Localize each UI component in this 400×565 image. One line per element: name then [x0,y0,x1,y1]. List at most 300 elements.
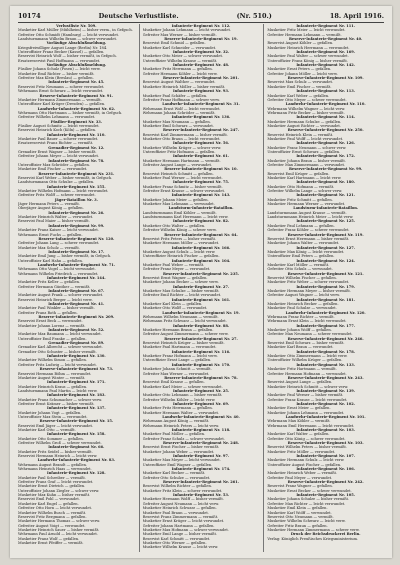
list-entry: Gefreiter Hermann Köhler — leicht verw. [142,71,218,76]
list-entry: Musketier Karl Otto — vermißt. [18,427,76,432]
list-entry: Wehrmann Ernst Klein — leicht verwundet. [267,319,347,324]
list-entry: Grenadier Otto Schuster — bisher vermißt. [18,349,97,354]
list-entry: Musketier Paul Walter — schwer verwundet. [267,54,349,59]
list-entry: Reservist Emil Schmid — gefallen. [142,41,206,46]
section-heading: Infanterie-Regiment Nr. 103. [296,427,355,432]
list-entry: Wehrmann August König — vermißt. [142,419,210,424]
section-heading: Infanterie-Regiment Nr. 110. [47,132,106,137]
list-entry: Reservist August Köhler — gefallen. [267,41,334,46]
section-heading: Infanterie-Regiment Nr. 97. [172,454,230,459]
section-heading: Infanterie-Regiment Nr. 155. [47,184,106,189]
list-entry: Musketier Max Meyer — leicht verwundet. [142,458,221,463]
section-heading: Infanterie-Regiment Nr. 67. [48,288,105,293]
list-entry: Musketier Hermann Thomas — schwer verw. [18,519,101,524]
list-entry: Gefreiter Emil Richter — leicht verwundet. [142,293,222,298]
list-entry: Wehrmann Max Köhler — vermißt. [267,419,331,424]
list-entry: Musketier Otto Braun — leicht verwundet. [142,136,221,141]
list-entry: Musketier Max Lehmann — verwundet. [142,202,215,207]
list-entry: Gefreiter Otto Schmidt (Hamburg) — leicht verwundet. [18,32,120,37]
list-entry: Wehrmann Emil Herrmann — leicht verwundet. [267,423,355,428]
list-entry: Musketier Hermann Zimmermann — schwer verw. [267,527,360,532]
column-left [18,24,135,552]
list-entry: Gefreiter Ernst Krause — schwer verwundet. [142,189,226,194]
list-entry: Reservist Ernst Fischer — bisher vermißt. [142,445,220,450]
section-heading: Infanterie-Regiment Nr. 78. [48,158,105,163]
issue-date: 18. April 1916. [329,12,384,20]
list-entry: Gefreiter Franz Köhler — schwer verwundet. [267,228,350,233]
list-entry: Musketier Karl Meier — schwer verwundet. [142,384,223,389]
list-entry: Wehrmann Heinrich Peters — leicht verw. [142,423,220,428]
list-entry: Reservist Heinrich Berger — leicht verw. [18,297,93,302]
section-heading: Landwehr-Infanterie-Regiment Nr. 31. [162,102,240,107]
list-entry: Grenadier Ernst Wagner — bisher vermißt. [18,149,97,154]
list-entry: Musketier Heinrich Schwarz — gefallen. [142,506,217,511]
list-entry: Musketier Emil Schwarz — verwundet. [142,123,214,128]
list-entry: Unteroffizier Franz König — bisher vermißt. [267,58,348,63]
list-entry: Musketier Wilhelm Hofmann — leicht verwundet. [18,189,109,194]
section-heading: Infanterie-Regiment Nr. 25. [172,388,230,393]
section-heading: Reserve-Infanterie-Regiment Nr. 242. [287,480,364,485]
section-heading: Infanterie-Regiment Nr. 178. [296,349,355,354]
list-entry: Musketier Paul Möller — gefallen. [142,432,206,437]
list-entry: Musketier Franz Wolf — gefallen. [18,536,80,541]
section-heading: Grenadier-Regiment Nr. 89. [48,341,105,346]
list-entry: Musketier Franz Kaiser — leicht verwundet. [18,228,99,233]
section-heading: Infanterie-Regiment Nr. 66. [48,445,105,450]
page-number: 10174 [18,12,41,20]
list-entry: Musketier Otto Lehmann — bisher vermißt. [142,393,223,398]
list-entry: Reservist Ernst Beck — verwundet. [18,319,83,324]
list-entry: Musketier August Richter — verwundet. [267,123,341,128]
list-entry: Reservist Franz Zimmermann — vermißt. [142,514,219,519]
list-entry: Wehrmann Wilhelm Neumann — vermißt. [142,315,219,320]
list-entry: Wehrmann Franz Richter — vermißt. [267,315,335,320]
section-heading: Landwehr-Infanterie-Regiment Nr. 19. [162,310,240,315]
list-entry: Gefreiter Otto König — schwer verwundet. [267,436,346,441]
list-entry: Musketier Paul Hartmann — verwundet. [142,345,217,350]
list-entry: Gefreiter Otto Schulz — verwundet. [267,267,333,272]
list-entry: Reservist Franz Wagner — gefallen. [267,484,333,489]
list-entry: Gefreiter Max Neumann — schwer verwundet. [267,332,353,337]
section-heading: Reserve-Infanterie-Regiment Nr. 120. [38,236,115,241]
list-entry: Reservist Emil Krüger — gefallen. [267,171,330,176]
section-heading: Verlustliste Nr. 509. [56,24,97,28]
section-heading: Reserve-Infanterie-Regiment Nr. 103. [287,441,364,445]
list-entry: Reservist Karl Weber — bisher vermißt, in Gefgsch. [18,176,113,181]
list-entry: Gefreiter Paul Meyer — verwundet. [267,475,333,480]
list-entry: Gefreiter Hermann Günther — vermißt. [18,284,91,289]
list-entry: Unteroffizier August Fischer — gefallen. [267,462,342,467]
list-entry: Unteroffizier Max Stein — verwundet. [18,414,88,419]
list-entry: Reservist Wilhelm Peters — bisher vermißt. [267,445,347,450]
list-entry: Wehrmann Wilhelm Wagner — leicht verw. [267,106,346,111]
list-entry: Reservist Fritz Neumann — schwer verwundet. [18,84,105,89]
list-entry: Wehrmann Wilhelm Friedrich — verwundet. [18,271,99,276]
list-entry: Musketier Heinrich Herrmann — verwundet. [267,45,350,50]
list-entry: Musketier Karl Klein — gefallen. [142,302,203,306]
list-entry: Musketier Heinrich Weber — vermißt. [267,471,338,476]
list-entry: Wehrmann Paul Arnold — leicht verwundet. [18,532,98,537]
list-entry: Reservist Hermann Heinrich — leicht verw. [18,454,98,459]
list-entry: Musketier Karl Walter — gefallen. [267,432,330,437]
list-entry: Musketier Ernst Dietrich — gefallen. [18,484,86,489]
list-entry: Musketier Hermann Zimmermann — vermißt. [18,97,102,102]
section-heading: Infanterie-Regiment Nr. 177. [296,323,355,328]
list-entry: Gefreiter Wilhelm Groß — schwer verwundet. [18,441,102,445]
list-entry: Gefreiter Johann Lang — schwer verwundet. [18,241,100,246]
list-entry: Gefreiter August Lange — verwundet. [142,163,213,167]
section-heading: Infanterie-Regiment Nr. 137. [47,406,106,411]
list-entry: Wehrmann Ernst Fuchs — gefallen. [18,232,83,237]
list-entry: Landsturmmann August Krause — vermißt. [267,210,347,215]
list-entry: Musketier Wilhelm Krüger — schwer verw. [142,145,222,150]
list-entry: Musketier Otto Meier — schwer verwundet. [142,54,224,59]
list-entry: Musketier Paul Bauer — schwer verwundet. [18,136,99,141]
list-entry: Unteroffizier Karl Hahn — gefallen. [18,258,83,263]
section-heading: Reserve-Infanterie-Regiment Nr. 201. [163,76,239,81]
list-entry: Jäger Hermann Peters — vermißt. [18,202,80,207]
list-entry: Unteroffizier Johann Ziegler — schwer verw. [18,488,100,493]
list-entry: Landsturmmann Wilhelm Braun — schwer verwundet. [18,37,118,42]
list-entry: Unteroffizier Wilhelm Krause — vermißt. [142,58,218,63]
list-entry: Gefreiter Max Klein (Breslau) — gefallen. [18,76,94,81]
list-entry: Musketier Karl Hartmann — leicht verw. [267,176,342,181]
list-entry: Musketier Emil Lange — bisher vermißt. [142,532,218,537]
list-entry: Reservist Paul Maier — bisher vermißt. [18,219,90,224]
list-entry: Musketier Johann Lehmann — leicht verwundet. [142,28,232,33]
list-entry: Landsturmmann Paul Martin — leicht verw. [18,388,98,393]
section-heading: Infanterie-Regiment Nr. 111. [296,24,355,28]
section-heading: Infanterie-Regiment Nr. 104. [171,258,231,263]
list-entry: Musketier Paul Lehmann — gefallen. [267,223,335,228]
list-entry: Wehrmann Fritz Schwarz — leicht verwundet. [142,319,227,324]
list-entry: Reservist Heinrich Klein — vermißt. [267,132,334,137]
list-entry: Reservist Heinrich Wolf — bisher vermißt, in Gefgsch. [18,54,117,59]
list-entry: Musketier Otto Hofmann — vermißt. [267,184,335,189]
list-entry: Musketier Franz Schmitz — bisher vermißt. [142,184,223,189]
list-entry: Musketier August Winter — vermißt. [18,375,86,380]
list-entry: Musketier Johann Vogt — gefallen. [18,410,82,415]
list-entry: Reservist Wilhelm Fischer — gefallen. [267,275,337,280]
section-heading: Infanterie-Regiment Nr. 32. [172,50,230,55]
list-entry: Landsturmmann Otto Schulze — gefallen. [18,180,95,185]
list-entry: Reservist Heinrich Koch (Köln) — gefallen. [18,128,97,133]
list-entry: Musketier Ernst Pfeiffer — vermißt. [18,540,84,545]
section-heading: Reserve-Infanterie-Regiment Nr. 109. [287,76,364,81]
section-heading: Infanterie-Regiment Nr. 161. [171,297,231,302]
page-header [18,10,384,23]
section-heading: Infanterie-Regiment Nr. 41. [48,302,105,306]
list-entry: Wehrmann Otto Vogel — leicht verwundet. [18,267,96,272]
list-entry: Musketier Paul Winkler — bisher vermißt. [18,306,95,311]
section-heading: Reserve-Infanterie-Regiment Nr. 15. [39,419,114,424]
list-entry: Musketier August Frank — schwer verwundet. [18,293,104,298]
section-heading: Infanterie-Regiment Nr. 166. [171,245,231,250]
list-entry: Gefreiter Fritz Wolff — schwer verwundet. [18,193,96,198]
list-entry: Gefreiter Franz Schulz — schwer verwundet. [142,436,225,441]
list-entry: Unteroffizier Fritz Hofmann — gefallen. [142,149,216,154]
list-entry: Unteroffizier Emil Franke — gefallen. [18,336,87,341]
list-entry: Gefreiter August Wagner — leicht verw. [267,293,340,298]
list-entry: Reservist Wilhelm Richter — gefallen. [142,484,213,489]
list-entry: Musketier Johann Lorenz — vermißt. [18,323,86,328]
section-heading: Infanterie-Regiment Nr. 169. [296,50,355,55]
list-entry: Grenadier Karl Albrecht — schwer verwundet. [18,345,103,350]
list-entry: Gefreiter August Zimmermann — schwer verw. [142,332,229,337]
list-entry: Musketier Fritz Weber — schwer verwundet. [267,280,350,285]
section-heading: Reserve-Infanterie-Regiment Nr. 64. [164,232,238,237]
page-title: Deutsche Verlustliste. [98,12,179,20]
list-entry: Musketier Fritz Meier — leicht verwundet. [267,28,346,33]
section-heading: Infanterie-Regiment Nr. 139. [296,388,355,393]
section-heading: Reserve-Infanterie-Regiment Nr. 250. [287,128,364,133]
list-entry: Musketier Heinrich Becker — gefallen. [267,302,339,306]
list-entry: Musketier Paul Weber — vermißt. [142,262,205,267]
list-entry: Musketier Paul Werner — leicht verwundet. [142,176,223,181]
section-heading: Landwehr-Infanterie-Regiment Nr. 83. [37,458,116,463]
list-entry: Wehrmann Otto Hartmann — bisher vermißt, in Gefgsch. [18,110,123,115]
list-entry: Musketier Hermann Möller — verwundet. [142,241,220,246]
section-heading: Reserve-Infanterie-Regiment Nr. 91. [39,93,114,98]
list-entry: Unteroffizier Max Schröder — gefallen. [18,163,90,167]
list-entry: Musketier Franz Schumacher — schwer verw. [18,397,103,402]
list-entry: Reservist Fritz Bergmann — gefallen. [18,514,87,519]
section-heading: Infanterie-Regiment Nr. 82. [172,219,230,224]
section-heading: Infanterie-Regiment Nr. 61. [172,154,230,159]
section-heading: Landwehr-Infanterie-Regiment Nr. 110. [285,102,366,107]
list-entry: Musketier Johann Lehmann — verwundet. [267,410,345,415]
list-entry: Musketier Max Hofmann — schwer verwundet. [142,527,229,532]
list-entry: Gefreiter August Neumann — leicht verw. [142,501,220,506]
section-heading: Landwehr-Infanterie-Regiment Nr. 40. [162,414,240,419]
list-entry: Musketier Otto Werner — gefallen. [142,540,207,545]
list-entry: Wehrmann Ernst Schwarz — leicht verwundet. [18,89,104,94]
list-entry: Gefreiter Otto Horn — leicht verwundet. [18,506,93,511]
list-entry: Musketier Paul Schreiber — vermißt. [18,475,86,480]
issue-number: (Nr. 510.) [236,12,272,20]
list-entry: Reservist Emil Jäger — leicht verwundet. [18,423,94,428]
list-entry: Gefreiter Max Zimmermann — verwundet. [267,163,346,167]
section-heading: Reserve-Infanterie-Regiment Nr. 247. [163,128,239,133]
section-heading: Landwehr-Infanterie-Regiment Nr. 120. [285,310,366,315]
section-heading: Infanterie-Regiment Nr. 75. [172,180,230,185]
section-heading: Infanterie-Regiment Nr. 174. [171,467,231,472]
list-entry: Reservist Emil Pohl — verwundet. [18,497,80,502]
list-entry: Unteroffizier Emil Peters — gefallen. [267,254,335,259]
section-heading: Reserve-Infanterie-Regiment Nr. 209. [38,315,115,320]
list-entry: Musketier Max Schulze — bisher vermißt. [142,288,220,293]
list-entry: Musketier Franz Neumann — schwer verw. [267,145,347,150]
list-entry: Musketier Otto Wolff — verwundet. [142,306,208,311]
list-entry: Gefreiter Ernst Krämer — bisher vermißt. [18,401,95,406]
list-entry: Gefreiter Johann Meyer — leicht verwundet. [18,154,100,159]
section-heading: Infanterie-Regiment Nr. 118. [171,427,231,432]
list-entry: Musketier Hermann Hartmann — vermißt. [142,158,221,163]
section-heading: Reserve-Infanterie-Regiment Nr. 243. [287,375,364,380]
list-entry: Wehrmann Ernst Wolf — leicht verwundet. [142,106,221,111]
section-heading: Infanterie-Regiment Nr. 48. [172,63,230,68]
list-entry: Wehrmann August Brandt — gefallen. [18,462,88,467]
section-heading: Infanterie-Regiment Nr. 26. [48,210,105,215]
section-heading: Reserve-Infanterie-Regiment Nr. 73. [39,367,114,372]
section-heading: Infanterie-Regiment Nr. 88. [172,323,230,328]
section-heading: Infanterie-Regiment Nr. 27. [172,284,230,289]
section-heading: Infanterie-Regiment Nr. 133. [296,362,355,367]
list-entry: Unteroffizier Emil Wagner — gefallen. [142,462,213,467]
section-heading: Infanterie-Regiment Nr. 127. [296,245,355,250]
section-heading: Infanterie-Regiment Nr. 181. [296,297,355,302]
list-entry: Musketier Fritz Klein — schwer verwundet. [142,488,223,493]
list-entry: Reservist Karl Schmitt — verwundet. [142,536,211,541]
section-heading: Infanterie-Regiment Nr. 130. [47,354,106,359]
list-entry: Musketier Paul Schulze — verwundet. [267,306,337,311]
list-entry: Reservist Ernst Herrmann — bisher vermißt. [267,236,350,241]
list-entry: Musketier Heinrich Schmitt — schwer verw. [267,384,349,389]
section-heading: Infanterie-Regiment Nr. 93. [172,89,230,94]
list-entry: Musketier Heinrich Kraus — gefallen. [18,384,88,389]
list-entry: Gefreiter Otto Meyer — schwer verwundet. [267,97,347,102]
section-heading: Reserve-Infanterie-Regiment Nr. 78. [164,375,238,380]
section-heading: Infanterie-Regiment Nr. 107. [296,454,355,459]
list-entry: Musketier Fritz Möller — verwundet. [267,449,336,454]
list-entry: Gefreiter Johann Möller — leicht verw. [267,71,338,76]
list-entry: Musketier Johann Meier — gefallen. [142,197,209,202]
list-entry: Reservist August Lange — gefallen. [267,380,333,385]
list-entry: Landsturmmann Emil Köhler — vermißt. [142,210,217,215]
section-heading: Landsturm-Infanterie-Bataillon. [168,206,234,211]
list-entry: Gefreiter Max Werner — bisher vermißt. [142,32,217,37]
list-entry: Musketier Johann Wolff — gefallen. [267,328,332,333]
list-entry: Gefreiter Wilhelm Köhler — leicht verw. [142,397,216,402]
list-entry: Musketier Karl Braun — verwundet. [267,345,334,350]
list-entry: Musketier Paul Wolff — leicht verwundet. [267,136,344,141]
section-heading: Reserve-Infanterie-Regiment Nr. 27. [164,336,238,341]
list-entry: Gefreiter Otto Schulze — verwundet. [142,475,211,480]
list-entry: Unteroffizier Ernst Schwarz — gefallen. [267,149,341,154]
section-heading: Reserve-Infanterie-Regiment Nr. 261. [163,480,239,485]
list-entry: Kriegsfreiwilliger August Lange (Berlin) Nr. 184. [18,45,108,50]
list-entry: Musketier Emil Jung — bisher vermißt, in Gefgsch. [18,254,112,259]
section-heading: Jäger-Bataillon Nr. 3. [54,197,98,202]
list-entry: Musketier Wilhelm Krause — leicht verw. [142,545,219,550]
section-heading: Reserve-Infanterie-Regiment Nr. 248. [163,441,239,445]
section-heading: Infanterie-Regiment Nr. 126. [296,141,355,146]
list-entry: Gefreiter Hermann Hofmann — verwundet. [267,371,347,376]
section-heading: Infanterie-Regiment Nr. 172. [296,154,355,159]
list-entry: Musketier Ernst Meier — gefallen. [267,406,331,411]
list-entry: Gefreiter Max Richter — leicht verwundet. [267,501,346,506]
newspaper-page [10,6,392,558]
list-entry: Musketier Wilhelm Schwarz — leicht verw. [267,519,346,524]
list-entry: Musketier Johann Weber — verwundet. [142,449,215,454]
list-entry: Gefreiter Franz Graf — leicht verwundet. [18,480,94,485]
list-entry: Musketier Paul Schäfer — gefallen. [142,93,208,98]
list-entry: Musketier Fritz Herrmann — gefallen. [142,406,213,411]
list-entry: Gefreiter Franz Krause — leicht verwundet. [267,397,348,402]
section-heading: Infanterie-Regiment Nr. 69. [172,401,230,406]
list-entry: Musketier August Schulz — leicht verw. [142,249,216,254]
section-heading: Infanterie-Regiment Nr. 106. [296,467,355,472]
list-entry: Unteroffizier Heinrich Fischer — gefallen. [142,254,220,259]
list-entry: Reservist Emil Krause — gefallen. [142,380,205,385]
section-heading: Infanterie-Regiment Nr. 53. [172,493,230,498]
section-heading: Infanterie-Regiment Nr. 125. [296,219,355,224]
section-heading: Infanterie-Regiment Nr. 170. [171,362,231,367]
list-entry: Landsturmmann Karl Herrmann — leicht verw. [142,215,229,220]
list-entry: Gefreiter Franz Meyer — verwundet. [142,267,211,272]
list-entry: Reservist Max Schulz — verwundet. [267,80,334,85]
list-entry: Musketier Hermann Walter — verwundet. [142,410,220,415]
list-entry: Musketier Max Neumann — gefallen. [142,119,211,124]
list-entry: Musketier Hermann Wolff — bisher vermißt. [142,497,224,502]
section-heading: Druck der Reichsdruckerei Berlin. [290,532,361,537]
list-entry: Musketier Fritz Hartmann — vermißt. [267,367,337,372]
section-heading: Landwehr-Infanterie-Regiment Nr. 71. [37,262,116,267]
list-entry: Unteroffizier Ernst Lange — gefallen. [142,358,212,363]
list-entry: Musketier Karl Müller (Mühlheim) — bisher verm., in Gefgsch. [18,28,133,33]
section-heading: Infanterie-Regiment Nr. 142. [296,63,355,68]
section-heading: Reserve-Infanterie-Regiment Nr. 231. [38,171,115,176]
list-entry: Gefreiter Hermann Lehmann — vermißt. [267,32,342,37]
list-entry: Musketier Emil Fischer — verwundet. [18,167,88,172]
section-heading: Reserve-Infanterie-Regiment Nr. 246. [287,336,364,341]
list-entry: Gefreiter August Voigt — verwundet. [18,523,86,528]
list-entry: Ersatzreservist Franz Richter — vermißt. [18,141,94,146]
section-heading: Infanterie-Regiment Nr. 102. [296,401,355,406]
list-entry: Gefreiter Fritz Braun — gefallen. [267,523,328,528]
list-entry: Musketier Fritz Keller — gefallen. [18,280,81,285]
section-heading: Infanterie-Regiment Nr. 128. [47,471,106,476]
list-entry: Gefreiter Fritz Ludwig — leicht verwundet. [18,362,97,367]
list-entry: Musketier Hermann Schulze — gefallen. [267,119,342,124]
list-entry: Gefreiter Wilhelm Lange — schwer verw. [267,189,343,194]
list-entry: Gefreiter Franz Hoffmann — schwer verw. [142,97,220,102]
list-entry: Musketier Wilhelm Busch — vermißt. [18,510,87,515]
section-heading: Infanterie-Regiment Nr. 114. [296,115,355,120]
list-entry: Musketier Paul Werner — bisher vermißt. [267,393,344,398]
list-entry: Musketier Johann Braun — bisher vermißt. [267,158,346,163]
list-entry: Musketier Wilhelm Simon — gefallen. [18,358,87,363]
list-entry: Musketier Max Baumann — leicht verwundet. [18,332,102,337]
section-heading: Infanterie-Regiment Nr. 183. [47,393,106,398]
list-entry: Musketier Max König — leicht verwundet. [267,249,345,254]
section-heading: Infanterie-Regiment Nr. 17. [48,249,105,254]
section-heading: Reserve-Infanterie-Regiment Nr. 10. [164,167,238,172]
section-heading: Infanterie-Regiment Nr. 99. [48,223,105,228]
list-entry: Unteroffizier Wilhelm Krüger — gefallen. [267,358,343,363]
section-heading: Infanterie-Regiment Nr. 116. [171,349,231,354]
section-heading: Infanterie-Regiment Nr. 143. [171,193,231,198]
list-entry: Musketier Karl Weber — gefallen. [267,93,330,98]
list-entry: Wehrmann Fritz Becker — bisher vermißt. [267,110,345,115]
section-heading: Reserve-Infanterie-Regiment Nr. 119. [287,232,364,237]
list-entry: Gefreiter Franz Roth — gefallen. [18,310,78,315]
list-entry: Musketier Hermann Meyer — bisher vermißt. [267,288,351,293]
list-entry: Musketier Otto Walter — gefallen. [142,223,206,228]
section-heading: Landwehr-Infanterie-Regiment Nr. 62. [37,106,116,111]
section-heading: Infanterie-Regiment Nr. 56. [172,141,230,146]
list-entry: Musketier Emil Klein — gefallen. [267,506,328,511]
section-heading: Infanterie-Regiment Nr. 105. [296,493,355,498]
section-heading: Infanterie-Regiment Nr. 45. [48,80,105,85]
list-entry: Musketier Max Kuhn — bisher vermißt. [18,493,91,498]
section-heading: Landsturm-Infanterie-Bataillon. [293,206,359,211]
list-entry: Musketier Karl Becker — vermißt. [142,471,206,476]
list-entry: Musketier Ernst Peters — gefallen. [267,67,332,72]
section-heading: Landwehr-Infanterie-Regiment Nr. 101. [285,414,366,419]
section-heading: Vorläufige Abschlußmeldung. [46,41,107,46]
list-entry: Reservist Karl Zimmermann — bisher vermißt. [142,132,229,137]
